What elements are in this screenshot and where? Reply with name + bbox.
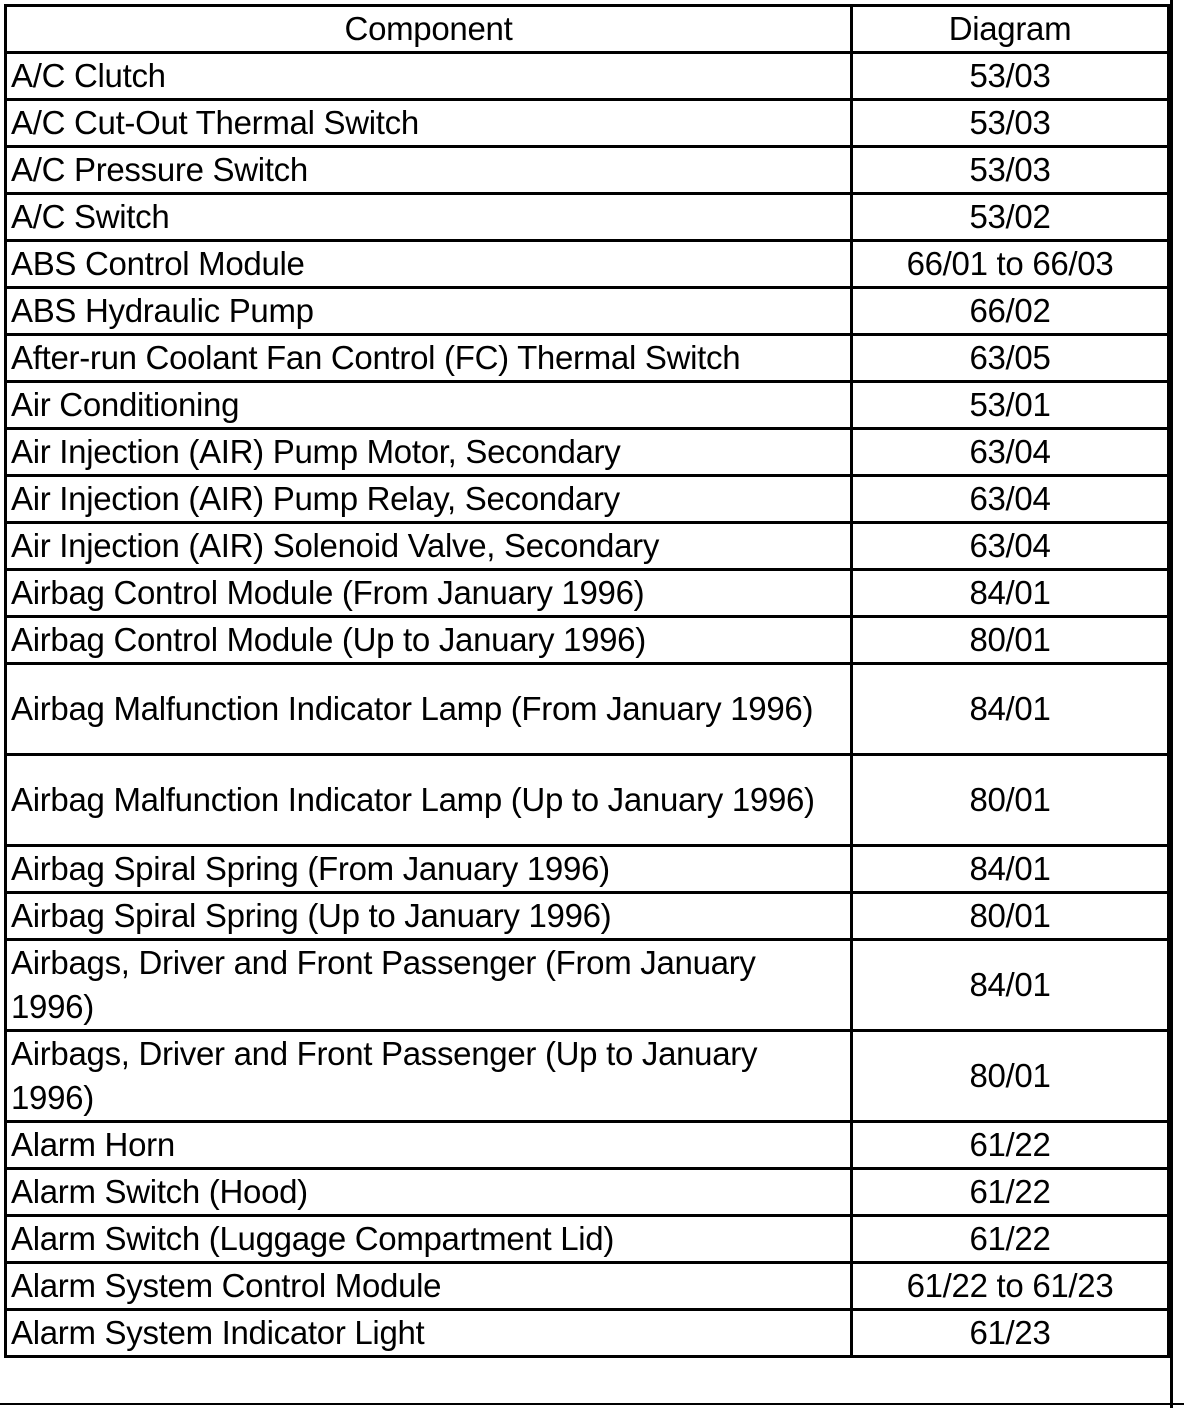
right-border-line: [1170, 0, 1173, 1408]
table-row: [6, 476, 1169, 523]
diagram-cell: 53/02: [852, 194, 1169, 241]
table-row: [6, 382, 1169, 429]
header-diagram: Diagram: [852, 6, 1169, 53]
diagram-cell: 61/23: [852, 1310, 1169, 1357]
table-row: [6, 755, 1169, 846]
diagram-cell: 84/01: [852, 664, 1169, 755]
table-row: [6, 664, 1169, 755]
component-cell: Alarm Horn: [6, 1122, 852, 1169]
diagram-cell: 53/03: [852, 100, 1169, 147]
diagram-cell: 84/01: [852, 570, 1169, 617]
component-cell: ABS Hydraulic Pump: [6, 288, 852, 335]
component-cell: ABS Control Module: [6, 241, 852, 288]
table-row: [6, 570, 1169, 617]
table-row: [6, 940, 1169, 1031]
table-row: [6, 1122, 1169, 1169]
component-cell: A/C Cut-Out Thermal Switch: [6, 100, 852, 147]
table-row: [6, 617, 1169, 664]
diagram-cell: 80/01: [852, 893, 1169, 940]
table-row: [6, 1263, 1169, 1310]
component-cell: Airbag Malfunction Indicator Lamp (Up to January 1996): [6, 755, 852, 846]
diagram-cell: 63/04: [852, 523, 1169, 570]
table-row: [6, 53, 1169, 100]
component-cell: A/C Switch: [6, 194, 852, 241]
component-cell: Alarm Switch (Hood): [6, 1169, 852, 1216]
table-row: [6, 523, 1169, 570]
table-row: [6, 241, 1169, 288]
table-row: [6, 335, 1169, 382]
table-row: [6, 1169, 1169, 1216]
table-body: [6, 53, 1169, 1357]
component-cell: Alarm System Control Module: [6, 1263, 852, 1310]
diagram-cell: 61/22: [852, 1169, 1169, 1216]
component-diagram-index: [4, 4, 1167, 1358]
diagram-cell: 80/01: [852, 1031, 1169, 1122]
bottom-border-line: [0, 1403, 1184, 1405]
diagram-cell: 53/01: [852, 382, 1169, 429]
table-row: [6, 147, 1169, 194]
table-row: [6, 1216, 1169, 1263]
component-cell: Airbag Spiral Spring (Up to January 1996): [6, 893, 852, 940]
diagram-cell: 61/22: [852, 1122, 1169, 1169]
component-cell: Airbag Spiral Spring (From January 1996): [6, 846, 852, 893]
component-cell: Air Injection (AIR) Pump Relay, Secondary: [6, 476, 852, 523]
diagram-cell: 63/04: [852, 429, 1169, 476]
diagram-cell: 63/04: [852, 476, 1169, 523]
diagram-cell: 53/03: [852, 53, 1169, 100]
diagram-cell: 53/03: [852, 147, 1169, 194]
header-component: Component: [6, 6, 852, 53]
table-row: [6, 893, 1169, 940]
table-header: [6, 6, 1169, 53]
component-cell: Airbags, Driver and Front Passenger (Up to January 1996): [6, 1031, 852, 1122]
header-row: [6, 6, 1169, 53]
diagram-cell: 84/01: [852, 846, 1169, 893]
component-cell: Air Injection (AIR) Pump Motor, Secondary: [6, 429, 852, 476]
diagram-cell: 66/02: [852, 288, 1169, 335]
diagram-cell: 80/01: [852, 617, 1169, 664]
component-cell: Air Conditioning: [6, 382, 852, 429]
component-table: [4, 4, 1170, 1358]
component-cell: A/C Pressure Switch: [6, 147, 852, 194]
diagram-cell: 80/01: [852, 755, 1169, 846]
component-cell: Airbag Control Module (Up to January 1996): [6, 617, 852, 664]
component-cell: Airbag Control Module (From January 1996): [6, 570, 852, 617]
diagram-cell: 84/01: [852, 940, 1169, 1031]
component-cell: A/C Clutch: [6, 53, 852, 100]
component-cell: Alarm Switch (Luggage Compartment Lid): [6, 1216, 852, 1263]
table-row: [6, 288, 1169, 335]
table-row: [6, 429, 1169, 476]
component-cell: After-run Coolant Fan Control (FC) Thermal Switch: [6, 335, 852, 382]
table-row: [6, 846, 1169, 893]
component-cell: Air Injection (AIR) Solenoid Valve, Secondary: [6, 523, 852, 570]
table-row: [6, 1031, 1169, 1122]
diagram-cell: 61/22: [852, 1216, 1169, 1263]
table-row: [6, 100, 1169, 147]
table-row: [6, 1310, 1169, 1357]
component-cell: Alarm System Indicator Light: [6, 1310, 852, 1357]
diagram-cell: 61/22 to 61/23: [852, 1263, 1169, 1310]
diagram-cell: 63/05: [852, 335, 1169, 382]
diagram-cell: 66/01 to 66/03: [852, 241, 1169, 288]
component-cell: Airbag Malfunction Indicator Lamp (From January 1996): [6, 664, 852, 755]
table-row: [6, 194, 1169, 241]
component-cell: Airbags, Driver and Front Passenger (From January 1996): [6, 940, 852, 1031]
